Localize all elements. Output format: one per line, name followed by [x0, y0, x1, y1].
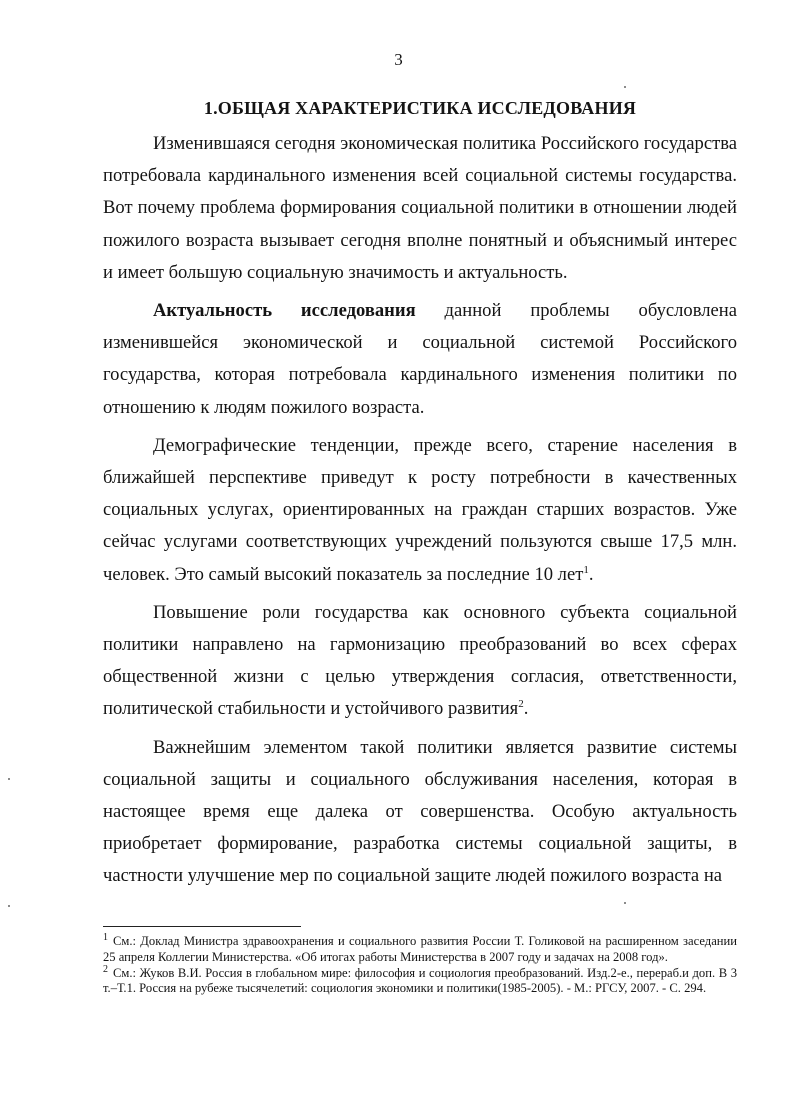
- footnote-1: [103, 934, 737, 966]
- paragraph-4-end: .: [523, 698, 529, 720]
- footnote-2: [103, 963, 737, 998]
- paragraph-5: [103, 732, 737, 893]
- paragraph-5-text: Важнейшим элементом такой политики является развитие системы социальной защиты и социального обслуживания населения, которая в настоящее время еще далека от совершенства. Особую актуальность приобретает формирование, разработка системы социальной защиты, в частности улучшение мер по социальной защите людей пожилого возраста на: [103, 736, 737, 887]
- scan-speck: [8, 778, 10, 780]
- footnote-separator: [103, 926, 301, 927]
- paragraph-2-text: данной проблемы обусловлена изменившейся экономической и социальной системой Российского государства, которая потребовала кардинального изменения политики по отношению к людям пожилого возраста.: [103, 300, 737, 418]
- paragraph-3-text: Демографические тенденции, прежде всего, старение населения в ближайшей перспективе приведут к росту потребности в качественных социальных услугах, ориентированных на граждан старших возрастов. Уже сейчас услугами соответствующих учреждений пользуются свыше 17,5 млн. человек. Это самый высокий показатель за последние 10 лет: [103, 434, 737, 585]
- relevance-term: Актуальность исследования: [153, 300, 416, 322]
- scan-speck: [8, 905, 10, 907]
- footnote-1-text: См.: Доклад Министра здравоохранения и социального развития России Т. Голиковой на расширенном заседании 25 апреля Коллегии Министерства. «Об итогах работы Министерства в 2007 году и задачах на 2008 год».: [103, 934, 737, 964]
- body-text: [103, 128, 737, 893]
- footnote-1-mark: 1: [103, 932, 108, 943]
- footnote-ref-1[interactable]: 1: [583, 563, 589, 576]
- footnotes: [103, 934, 737, 997]
- footnote-2-mark: 2: [103, 963, 108, 975]
- paragraph-1: [103, 128, 737, 289]
- paragraph-4: [103, 597, 737, 726]
- paragraph-4-text: Повышение роли государства как основного субъекта социальной политики направлено на гармонизацию преобразований во всех сферах общественной жизни с целью утверждения согласия, ответственности, политической стабильности и устойчивого развития: [103, 601, 737, 720]
- page-number: 3: [394, 50, 403, 69]
- paragraph-3: [103, 430, 737, 591]
- paragraph-3-end: .: [588, 563, 594, 585]
- footnote-ref-2[interactable]: 2: [518, 698, 524, 711]
- scan-speck: [624, 86, 626, 88]
- paragraph-2: [103, 295, 737, 424]
- footnote-2-text: См.: Жуков В.И. Россия в глобальном мире: философия и социология преобразований. Изд.2-е., перераб.и доп. В 3 т.–Т.1. Россия на рубеже тысячелетий: социология экономики и политики(1985-2005). - М.: РГСУ, 2007. - С. 294.: [103, 965, 737, 996]
- section-title: 1.ОБЩАЯ ХАРАКТЕРИСТИКА ИССЛЕДОВАНИЯ: [203, 98, 637, 118]
- paragraph-1-text: Изменившаяся сегодня экономическая политика Российского государства потребовала кардинального изменения всей социальной системы государства. Вот почему проблема формирования социальной политики в отношении людей пожилого возраста вызывает сегодня вполне понятный и объяснимый интерес и имеет большую социальную значимость и актуальность.: [103, 133, 737, 283]
- scan-speck: [624, 902, 626, 904]
